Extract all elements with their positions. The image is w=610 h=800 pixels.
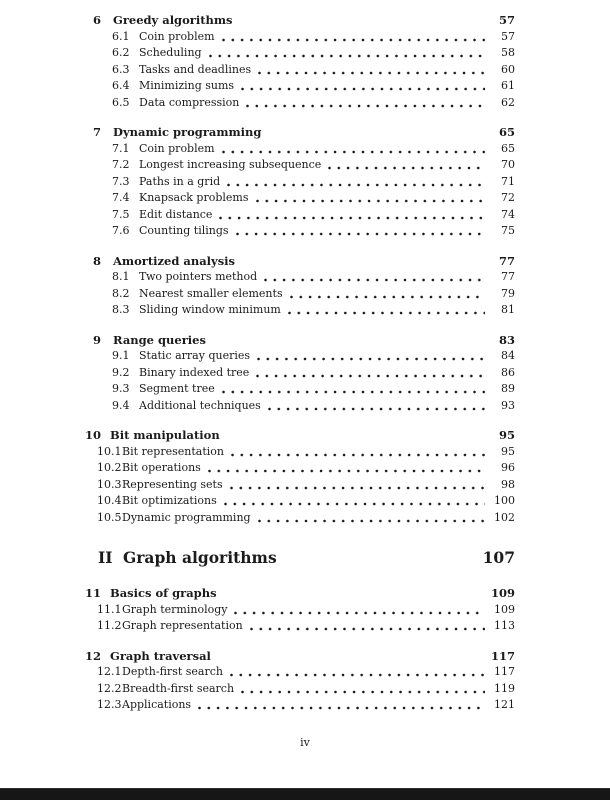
dot-leader	[242, 253, 485, 270]
entry-page-number: 100	[494, 494, 515, 507]
toc-entry-8.3	[85, 302, 515, 319]
dot-leader	[218, 648, 485, 665]
entry-number: 11	[85, 586, 102, 600]
toc-entry-10.3	[85, 477, 515, 494]
toc-entry-7.3	[85, 174, 515, 191]
entry-number: 11.2	[97, 619, 122, 632]
dot-leader	[222, 141, 485, 158]
entry-page-number: 79	[501, 286, 515, 300]
toc-entry-7.2	[85, 157, 515, 174]
entry-page-number: 102	[494, 510, 515, 524]
toc-entry-10.5	[85, 510, 515, 527]
screen-bottom-bar	[0, 788, 610, 800]
entry-number: 12.1	[97, 665, 122, 678]
dot-leader	[224, 493, 485, 510]
dot-leader	[231, 444, 485, 461]
entry-number: 9	[93, 332, 102, 347]
entry-page-number: 61	[501, 79, 515, 92]
dot-leader	[256, 190, 486, 207]
entry-number: 6.5	[112, 95, 130, 109]
entry-number: 12.3	[97, 698, 122, 711]
entry-number: 12.2	[97, 681, 122, 695]
entry-title: Segment tree	[139, 382, 215, 395]
toc-entry-10.1	[85, 444, 515, 461]
toc-entry-7.6	[85, 223, 515, 240]
entry-page-number: 95	[501, 444, 515, 458]
entry-page-number: 70	[501, 158, 515, 171]
entry-title: Graph algorithms	[123, 548, 277, 567]
toc-entry-7.4	[85, 190, 515, 207]
entry-page-number: 83	[498, 332, 515, 347]
dot-leader	[219, 207, 485, 224]
entry-page-number: 89	[501, 382, 515, 395]
entry-page-number: 57	[498, 13, 515, 27]
entry-title: Paths in a grid	[139, 174, 221, 188]
entry-title: Graph terminology	[122, 602, 228, 616]
entry-title: Amortized analysis	[113, 253, 236, 268]
entry-title: Bit optimizations	[122, 494, 217, 507]
dot-leader	[198, 697, 485, 714]
entry-page-number: 119	[494, 681, 515, 695]
entry-number: 6.4	[112, 79, 130, 92]
entry-page-number: 117	[490, 648, 515, 663]
entry-number: 7.6	[112, 224, 130, 237]
dot-leader	[227, 427, 485, 444]
toc-entry-9.2	[85, 365, 515, 382]
entry-number: 10.5	[97, 510, 122, 524]
entry-page-number: 65	[501, 141, 515, 155]
dot-leader	[241, 78, 485, 95]
toc-entry-7.5	[85, 207, 515, 224]
entry-title: Edit distance	[139, 207, 213, 221]
entry-page-number: 117	[494, 665, 515, 678]
entry-page-number: 109	[490, 586, 515, 600]
entry-number: 7.1	[112, 141, 130, 155]
dot-leader	[290, 286, 485, 303]
toc-entry-7.1	[85, 141, 515, 158]
toc-entry-9	[85, 332, 515, 349]
entry-title: Nearest smaller elements	[139, 286, 283, 300]
dot-leader	[230, 477, 485, 494]
entry-page-number: 81	[501, 303, 515, 316]
entry-number: 10.1	[97, 444, 122, 458]
entry-title: Static array queries	[139, 349, 251, 362]
dot-leader	[236, 223, 485, 240]
entry-page-number: 86	[501, 365, 515, 379]
entry-page-number: 71	[501, 174, 515, 188]
entry-title: Coin problem	[139, 29, 215, 43]
dot-leader	[288, 302, 485, 319]
dot-leader	[246, 95, 485, 112]
toc-entry-6.4	[85, 78, 515, 95]
entry-page-number: 77	[501, 270, 515, 283]
entry-number: 8	[93, 253, 102, 268]
dot-leader	[222, 381, 485, 398]
entry-number: 8.2	[112, 286, 130, 300]
entry-page-number: 65	[498, 125, 515, 139]
entry-number: 7.2	[112, 158, 130, 171]
entry-page-number: 95	[498, 428, 515, 442]
entry-title: Data compression	[139, 95, 240, 109]
toc-entry-6.3	[85, 62, 515, 79]
entry-title: Greedy algorithms	[113, 13, 233, 27]
dot-leader	[264, 269, 485, 286]
toc-entry-8.1	[85, 269, 515, 286]
entry-page-number: 77	[498, 253, 515, 268]
entry-page-number: 96	[501, 461, 515, 474]
toc-entry-12.2	[85, 681, 515, 698]
toc-entry-9.1	[85, 348, 515, 365]
entry-number: 10.3	[97, 477, 122, 491]
entry-number: 7.5	[112, 207, 130, 221]
entry-number: 7.4	[112, 191, 130, 204]
entry-title: Range queries	[113, 332, 206, 347]
entry-number: 9.2	[112, 365, 130, 379]
entry-title: Bit manipulation	[110, 428, 220, 442]
entry-title: Depth-first search	[122, 665, 223, 678]
entry-title: Scheduling	[139, 46, 202, 59]
entry-title: Bit operations	[122, 461, 201, 474]
entry-title: Two pointers method	[139, 270, 258, 283]
entry-page-number: 75	[501, 224, 515, 237]
entry-number: II	[98, 548, 113, 567]
dot-leader	[227, 174, 485, 191]
dot-leader	[284, 550, 479, 572]
toc-entry-6.2	[85, 45, 515, 62]
toc-entry-8.2	[85, 286, 515, 303]
entry-title: Dynamic programming	[113, 125, 262, 139]
entry-number: 6.3	[112, 62, 130, 76]
entry-number: 6	[93, 13, 102, 27]
dot-leader	[268, 398, 485, 415]
entry-page-number: 72	[501, 191, 515, 204]
toc-entry-6	[85, 12, 515, 29]
toc-entry-6.5	[85, 95, 515, 112]
toc-entry-11	[85, 585, 515, 602]
entry-number: 11.1	[97, 602, 122, 616]
dot-leader	[230, 664, 485, 681]
dot-leader	[240, 12, 485, 29]
entry-number: 10.4	[97, 494, 122, 507]
toc-entry-II	[85, 550, 515, 572]
toc-entry-11.2	[85, 618, 515, 635]
dot-leader	[257, 348, 485, 365]
table-of-contents	[85, 12, 515, 714]
dot-leader	[258, 510, 485, 527]
entry-title: Graph representation	[122, 619, 243, 632]
toc-entry-9.3	[85, 381, 515, 398]
entry-page-number: 58	[501, 46, 515, 59]
entry-number: 12	[85, 648, 102, 663]
dot-leader	[208, 460, 485, 477]
entry-page-number: 107	[482, 548, 515, 567]
entry-title: Counting tilings	[139, 224, 229, 237]
entry-page-number: 57	[501, 29, 515, 43]
dot-leader	[213, 332, 485, 349]
toc-entry-11.1	[85, 602, 515, 619]
dot-leader	[268, 124, 485, 141]
entry-page-number: 84	[501, 349, 515, 362]
toc-entry-10.4	[85, 493, 515, 510]
toc-entry-12.3	[85, 697, 515, 714]
entry-number: 6.1	[112, 29, 130, 43]
dot-leader	[224, 585, 485, 602]
entry-title: Breadth-first search	[122, 681, 235, 695]
entry-page-number: 62	[501, 95, 515, 109]
toc-entry-12.1	[85, 664, 515, 681]
entry-number: 7	[93, 125, 102, 139]
entry-number: 7.3	[112, 174, 130, 188]
entry-number: 10	[85, 428, 102, 442]
entry-title: Longest increasing subsequence	[139, 158, 322, 171]
dot-leader	[328, 157, 485, 174]
entry-number: 9.1	[112, 349, 130, 362]
dot-leader	[222, 29, 485, 46]
entry-title: Basics of graphs	[110, 586, 217, 600]
entry-title: Additional techniques	[139, 398, 261, 412]
entry-title: Tasks and deadlines	[139, 62, 252, 76]
entry-page-number: 121	[494, 698, 515, 711]
toc-entry-6.1	[85, 29, 515, 46]
entry-title: Coin problem	[139, 141, 215, 155]
entry-title: Binary indexed tree	[139, 365, 250, 379]
page-number-footer: iv	[300, 736, 310, 749]
entry-number: 9.3	[112, 382, 130, 395]
entry-page-number: 113	[494, 619, 515, 632]
dot-leader	[258, 62, 485, 79]
entry-title: Graph traversal	[110, 648, 211, 663]
entry-number: 8.3	[112, 303, 130, 316]
toc-entry-8	[85, 253, 515, 270]
entry-page-number: 74	[501, 207, 515, 221]
dot-leader	[234, 602, 485, 619]
dot-leader	[209, 45, 485, 62]
toc-entry-9.4	[85, 398, 515, 415]
dot-leader	[250, 618, 485, 635]
entry-number: 10.2	[97, 461, 122, 474]
entry-page-number: 93	[501, 398, 515, 412]
entry-page-number: 60	[501, 62, 515, 76]
entry-number: 6.2	[112, 46, 130, 59]
entry-title: Bit representation	[122, 444, 224, 458]
dot-leader	[256, 365, 485, 382]
entry-title: Minimizing sums	[139, 79, 235, 92]
entry-title: Representing sets	[122, 477, 223, 491]
entry-title: Applications	[122, 698, 192, 711]
toc-entry-7	[85, 124, 515, 141]
entry-title: Knapsack problems	[139, 191, 249, 204]
entry-number: 9.4	[112, 398, 130, 412]
entry-number: 8.1	[112, 270, 130, 283]
entry-title: Sliding window minimum	[139, 303, 281, 316]
toc-entry-10.2	[85, 460, 515, 477]
entry-page-number: 109	[494, 602, 515, 616]
entry-page-number: 98	[501, 477, 515, 491]
entry-title: Dynamic programming	[122, 510, 251, 524]
dot-leader	[241, 681, 485, 698]
toc-entry-10	[85, 427, 515, 444]
toc-entry-12	[85, 648, 515, 665]
